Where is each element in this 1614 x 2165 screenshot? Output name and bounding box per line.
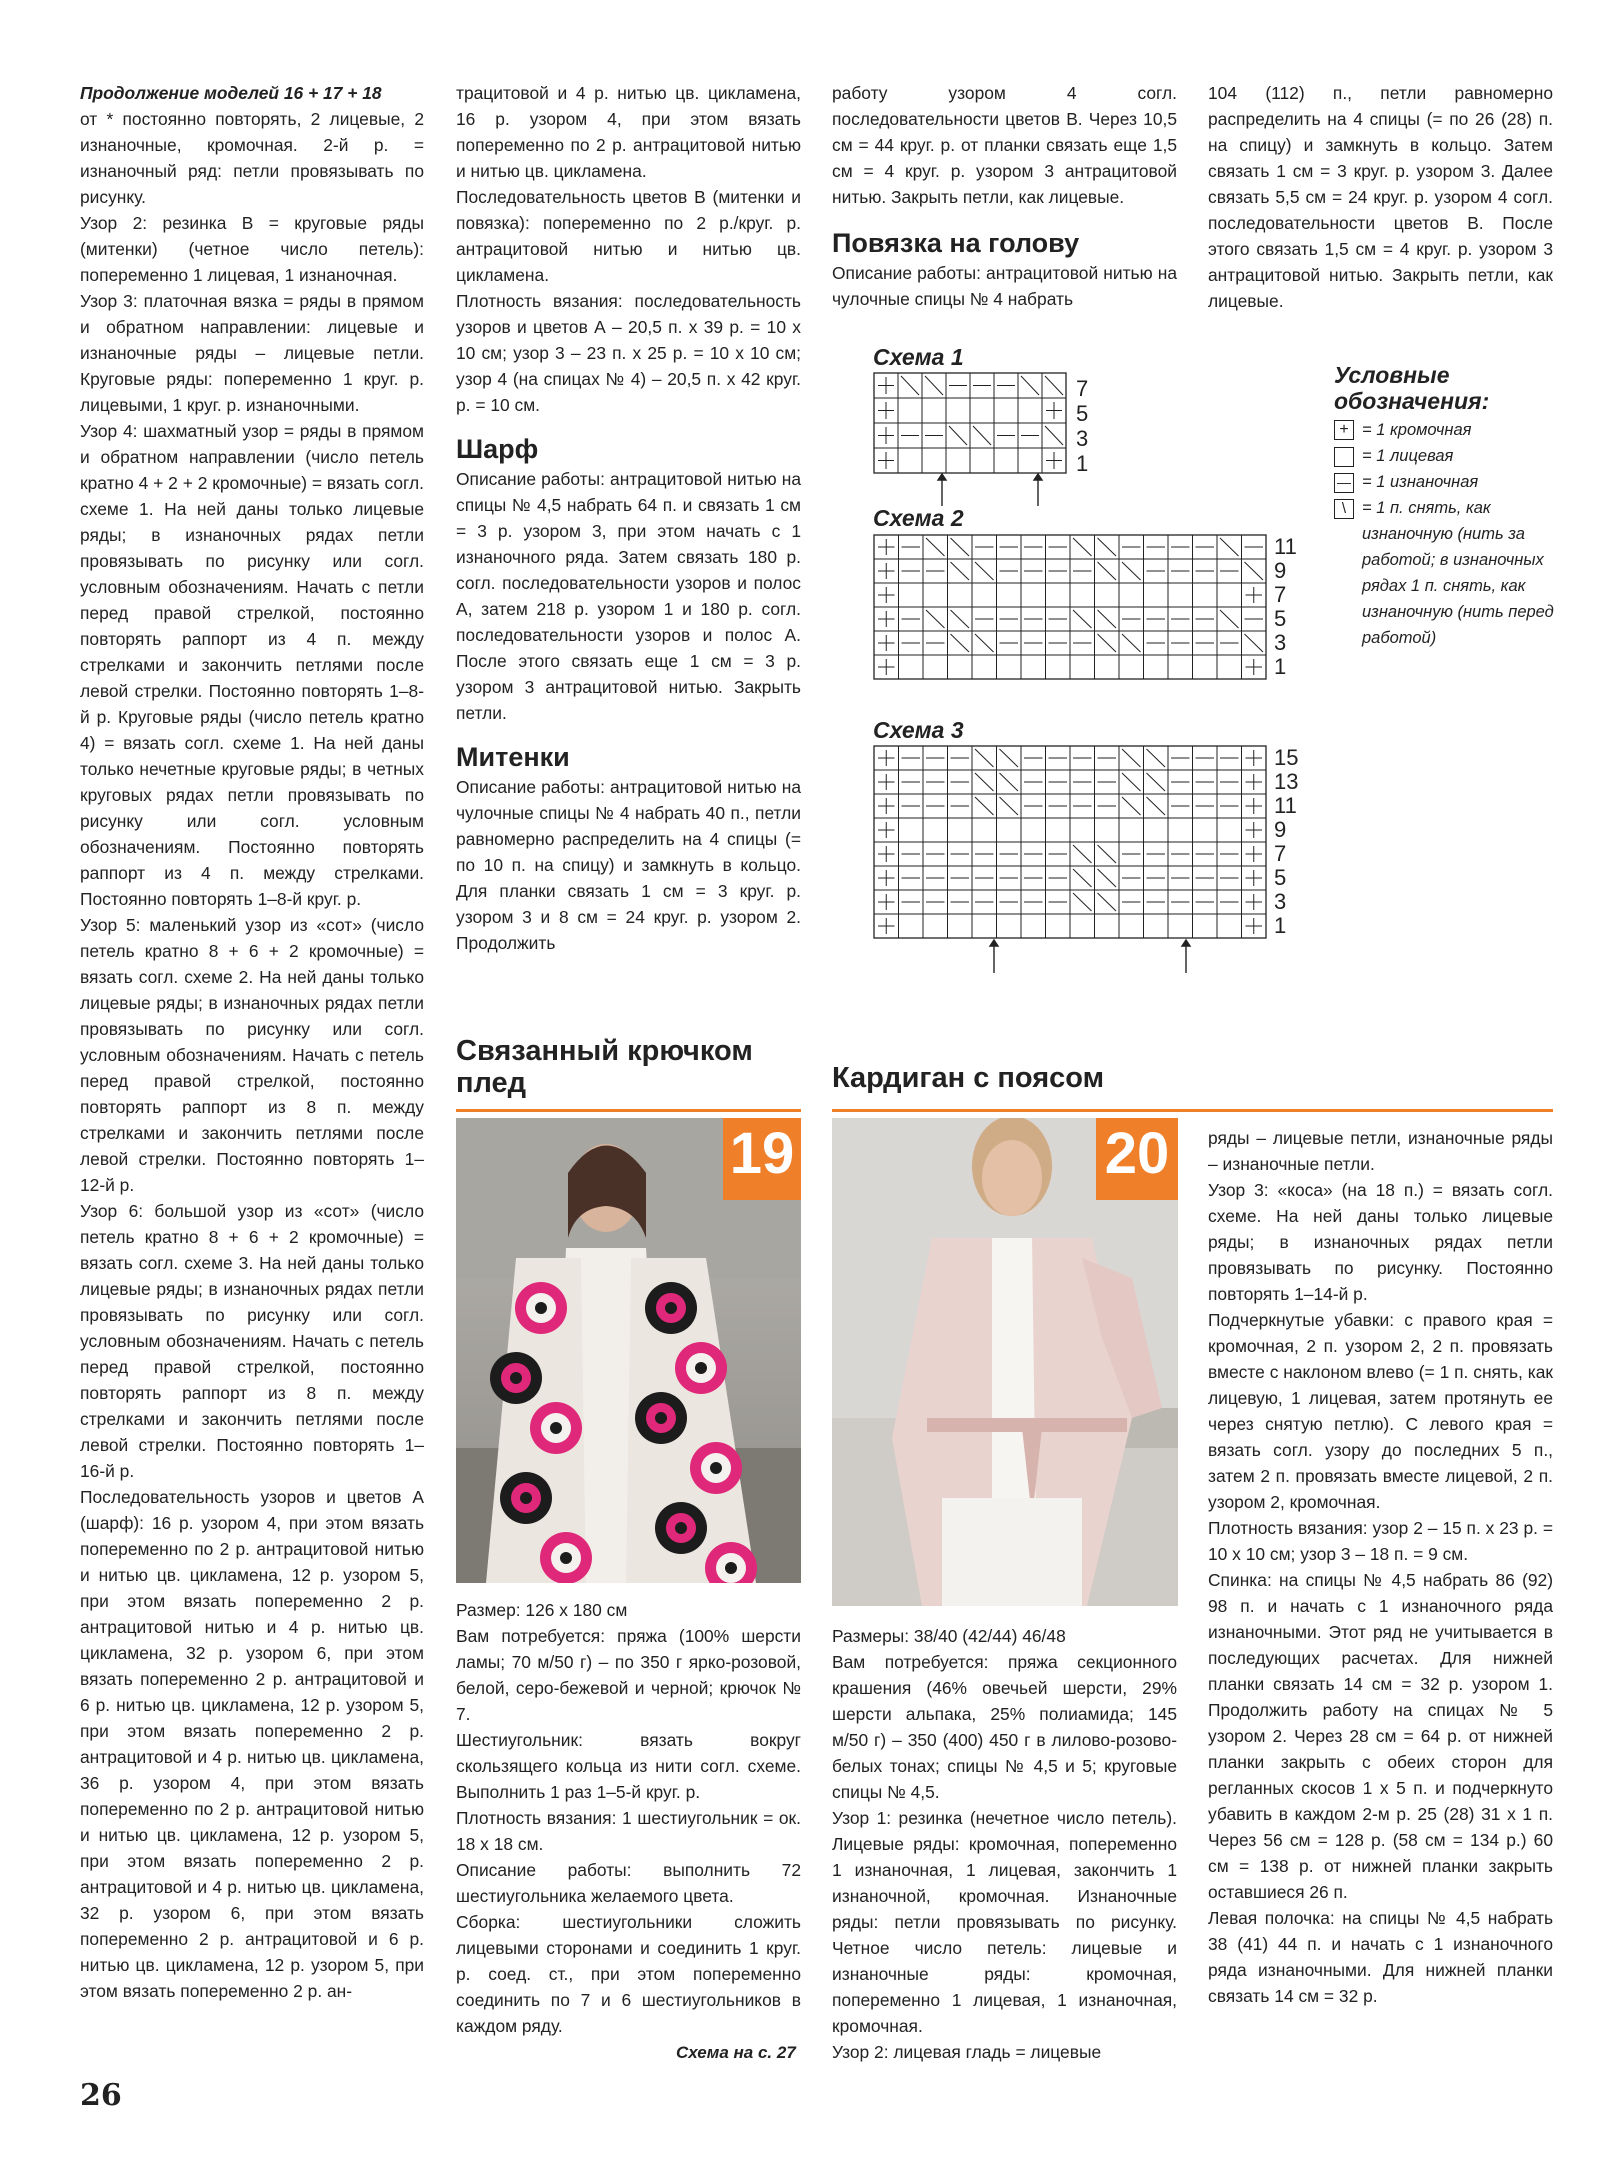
hexagon-motif [695,1362,707,1374]
schema-1-row-label: 1 [1076,451,1089,476]
slip-symbol [1073,869,1092,887]
slip-symbol [1045,426,1063,445]
model-19-photo [456,1118,801,1583]
slip-symbol [1073,845,1092,863]
slip-symbol [1073,893,1092,911]
slip-symbol [1098,610,1117,628]
col1-paragraph: Последовательность узоров и цветов А (шарф): 16 р. узором 4, при этом вязать попеременно по 2 р. антрацитовой нитью и нитью цв. цикламена, 12 р. узором 5, при этом вязать попеременно 2 р. антрацитовой нитью и 4 р. нитью цв. цикламена, 32 р. узором 6, при этом вязать попеременно 2 р. антрацитовой и 6 р. нитью цв. цикламена, 12 р. узором 5, при этом вязать попеременно 2 р. антрацитовой и 4 р. нитью цв. цикламена, 36 р. узором 4, при этом вязать попеременно по 2 р. антрацитовой нитью и нитью цв. цикламена, 12 р. узором 5, при этом вязать попеременно 2 р. антрацитовой и 4 р. нитью цв. цикламена, 32 р. узором 6, при этом вязать попеременно 2 р. антрацитовой и 6 р. нитью цв. цикламена, 12 р. узором 5, при этом вязать попеременно 2 р. ан- [80,1487,424,2001]
legend-purl-symbol: — [1334,473,1354,493]
slip-symbol [1220,610,1239,628]
schema-1-grid [866,368,1156,508]
headband-text: Описание работы: антрацитовой нитью на чулочные спицы № 4 набрать [832,263,1177,309]
legend-knit-text: = 1 лицевая [1362,447,1454,465]
model-20-text-col2: ряды – лицевые петли, изнаночные ряды – изнаночные петли. Узор 3: «коса» (на 18 п.) = вязать согл. схеме. На ней даны только лицевые ряды; в изнаночных рядах петли провязывать по рисунку. Постоянно повторять 1–14-й р. Подчеркнутые убавки: с правого края = кромочная, 2 п. узором 2, 2 п. провязать вместе с наклоном влево (= 1 п. снять, как лицевую, 1 лицевая, затем протянуть ее через снятую петлю). С левого края = вязать согл. узору до последних 5 п., затем 2 п. провязать вместе лицевой, 2 п. узором 2, кромочная. Плотность вязания: узор 2 – 15 п. х 23 р. = 10 х 10 см; узор 3 – 18 п. = 9 см. Спинка: на спицы № 4,5 набрать 86 (92) 98 п. и начать с 1 изнаночного ряда изнаночными. Этот ряд не учитывается в последующих расчетах. Для нижней планки связать 14 см = 32 р. узором 1. Продолжить работу на спицах № 5 узором 2. Через 28 см = 64 р. от нижней планки закрыть с обеих сторон для регланных скосов 1 х 5 п. и подчеркнуто убавить в каждом 2-м р. 25 (28) 31 х 1 п. Через 56 см = 128 р. (58 см = 134 р.) 60 см = 138 р. от нижней планки закрыть оставшиеся 26 п. Левая полочка: на спицы № 4,5 набрать 38 (41) 44 п. и начать с 1 изнаночного ряда изнаночными. Для нижней планки связать 14 см = 32 р. [1208,1128,1553,2006]
schema-3-row-label: 13 [1274,769,1299,794]
schema-3-row-label: 1 [1274,913,1287,938]
schema-2-row-label: 7 [1274,582,1287,607]
slip-symbol [1098,893,1117,911]
schema-1-row-label: 3 [1076,426,1089,451]
col4-text: 104 (112) п., петли равномерно распределить на 4 спицы (= по 26 (28) п. на спицу) и замкнуть в кольцо. Затем связать 1 см = 3 круг. р. узором 3. Далее связать 5,5 см = 24 круг. р. узором 4 согл. последовательности цветов В. После этого связать 1,5 см = 4 круг. р. узором 3 антрацитовой нитью. Закрыть петли, как лицевые. [1208,83,1553,311]
slip-symbol [1122,749,1141,767]
slip-symbol [1000,749,1019,767]
model-19-text: Размер: 126 х 180 см Вам потребуется: пряжа (100% шерсти ламы; 70 м/50 г) – по 350 г ярко-розовой, белой, серо-бежевой и черной; крючок № 7. Шестиугольник: вязать вокруг скользящего кольца из нити согл. схеме. Выполнить 1 раз 1–5-й круг. р. Плотность вязания: 1 шестиугольник = ок. 18 х 18 см. Описание работы: выполнить 72 шестиугольника желаемого цвета. Сборка: шестиугольники сложить лицевыми сторонами и соединить 1 круг. р. соед. ст., при этом попеременно соединить по 7 и 6 шестиугольников в каждом ряду. [456,1600,801,2036]
legend-knit-symbol [1334,447,1354,467]
model-20-rule [832,1109,1553,1112]
hexagon-motif [675,1522,687,1534]
legend-edge-symbol: + [1334,420,1354,440]
hexagon-motif [655,1412,667,1424]
slip-symbol [949,426,967,445]
headband-title: Повязка на голову [832,228,1080,258]
slip-symbol [1098,845,1117,863]
model-20-photo [832,1118,1178,1606]
col3-intro: работу узором 4 согл. последовательности цветов В. Через 10,5 см = 44 круг. р. от планки связать еще 1,5 см = 4 круг. р. узором 3 антрацитовой нитью. Закрыть петли, как лицевые. [832,83,1177,207]
legend-slip-symbol: \ [1334,499,1354,519]
slip-symbol [975,749,994,767]
col1-paragraph: Узор 6: большой узор из «сот» (число петель кратно 8 + 6 + 2 кромочные) = вязать согл. схеме 3. На ней даны только лицевые ряды; в изнаночных рядах петли провязывать по рисунку или согл. условным обозначениям. Начать с петель перед правой стрелкой, постоянно повторять раппорт из 8 п. между стрелками и закончить петлями после левой стрелки. Постоянно повторять 1–16-й р. [80,1201,424,1481]
mitts-text: Описание работы: антрацитовой нитью на чулочные спицы № 4 набрать 40 п., петли равномерно распределить на 4 спицы (= по 10 п. на спицу) и замкнуть в кольцо. Для планки связать 1 см = 3 круг. р. узором 3 и 8 см = 24 круг. р. узором 2. Продолжить [456,777,801,953]
schema-3-grid [866,741,1306,981]
model-20-title: Кардиган с поясом [832,1062,1105,1094]
slip-symbol [1000,773,1019,791]
schema-2-row-label: 11 [1274,534,1297,559]
schema-2-title: Схема 2 [873,505,964,531]
schema-3-row-label: 15 [1274,745,1299,770]
slip-symbol [1147,749,1166,767]
hexagon-motif [520,1492,532,1504]
slip-symbol [1147,797,1166,815]
slip-symbol [951,610,970,628]
model-20-badge: 20 [1096,1118,1178,1200]
schema-3-row-label: 3 [1274,889,1287,914]
slip-symbol [1073,538,1092,556]
slip-symbol [1098,634,1117,652]
slip-symbol [1122,562,1141,580]
legend-title: Условные обозначения: [1334,362,1490,414]
slip-symbol [1220,538,1239,556]
col2-paragraph: Плотность вязания: последовательность узоров и цветов А – 20,5 п. х 39 р. = 10 х 10 см; узор 3 – 23 п. х 25 р. = 10 х 10 см; узор 4 (на спицах № 4) – 20,5 п. х 42 круг. р. = 10 см. [456,291,801,415]
slip-symbol [926,610,945,628]
schema-3-row-label: 5 [1274,865,1287,890]
model-20-text: Размеры: 38/40 (42/44) 46/48 Вам потребуется: пряжа секционного крашения (46% овечьей шерсти, 29% шерсти альпака, 25% полиамида; 145 м/50 г) – 350 (400) 450 г в лилово-розово-белых тонах; спицы № 4,5 и 5; круговые спицы № 4,5. Узор 1: резинка (нечетное число петель). Лицевые ряды: кромочная, попеременно 1 изнаночная, 1 лицевая, закончить 1 изнаночной, кромочная. Изнаночные ряды: петли провязывать по рисунку. Четное число петель: лицевые и изнаночные ряды: кромочная, попеременно 1 лицевая, 1 изнаночная, кромочная. Узор 2: лицевая гладь = лицевые [832,1626,1177,2062]
continuation-heading: Продолжение моделей 16 + 17 + 18 [80,83,382,103]
hexagon-motif [510,1372,522,1384]
column-3 [832,80,1177,312]
slip-symbol [901,376,919,395]
schema-2-row-label: 3 [1274,630,1287,655]
slip-symbol [1073,610,1092,628]
schema-2-row-label: 5 [1274,606,1287,631]
hexagon-motif [535,1302,547,1314]
slip-symbol [1245,562,1264,580]
schema-1-row-label: 7 [1076,376,1089,401]
slip-symbol [975,562,994,580]
col1-paragraph: Узор 3: платочная вязка = ряды в прямом и обратном направлении: лицевые и изнаночные ряды – лицевые петли. Круговые ряды: попеременно 1 круг. р. лицевыми, 1 круг. р. изнаночными. [80,291,424,415]
schema-3-row-label: 9 [1274,817,1287,842]
slip-symbol [951,562,970,580]
col2-paragraph: Последовательность цветов В (митенки и повязка): попеременно по 2 р./круг. р. антрацитовой нитью и нитью цв. цикламена. [456,187,801,285]
slip-symbol [926,538,945,556]
schema-3-row-label: 11 [1274,793,1297,818]
model-19-schema-ref: Схема на с. 27 [676,2043,796,2062]
hexagon-motif [710,1462,722,1474]
slip-symbol [925,376,943,395]
column-1 [80,80,424,2004]
slip-symbol [975,773,994,791]
col1-paragraph: от * постоянно повторять, 2 лицевые, 2 изнаночные, кромочная. 2-й р. = изнаночный ряд: петли провязывать по рисунку. [80,109,424,207]
slip-symbol [975,634,994,652]
legend-purl-text: = 1 изнаночная [1362,473,1479,491]
page-number: 26 [80,2078,122,2113]
schema-3-row-label: 7 [1274,841,1287,866]
slip-symbol [1021,376,1039,395]
schema-1-title: Схема 1 [873,344,964,370]
schema-2-grid [866,530,1306,680]
legend-slip-text: = 1 п. снять, как изнаночную (нить за работой; в изнаночных рядах 1 п. снять, как изнаночную (нить перед работой) [1362,499,1554,647]
slip-symbol [951,634,970,652]
hexagon-motif [550,1422,562,1434]
hexagon-motif [665,1302,677,1314]
slip-symbol [1245,634,1264,652]
schema-2-row-label: 9 [1274,558,1287,583]
col2-paragraph: трацитовой и 4 р. нитью цв. цикламена, 16 р. узором 4, при этом вязать попеременно по 2 р. антрацитовой нитью и нитью цв. цикламена. [456,83,801,181]
hexagon-motif [560,1552,572,1564]
schema-3-title: Схема 3 [873,717,964,743]
schema-1-row-label: 5 [1076,401,1089,426]
slip-symbol [1122,634,1141,652]
slip-symbol [1122,773,1141,791]
model-19-rule [456,1109,801,1112]
scarf-text: Описание работы: антрацитовой нитью на спицы № 4,5 набрать 64 п. и связать 1 см = 3 р. узором 3, при этом начать с 1 изнаночного ряда. Затем связать 180 р. согл. последовательности узоров и полос А, затем 218 р. узором 1 и 180 р. согл. последовательности узоров и полос А. После этого связать еще 1 см = 3 р. узором 3 антрацитовой нитью. Закрыть петли. [456,469,801,723]
slip-symbol [1147,773,1166,791]
mitts-title: Митенки [456,742,570,772]
legend-edge-text: = 1 кромочная [1362,421,1472,439]
slip-symbol [1045,376,1063,395]
slip-symbol [1098,538,1117,556]
column-4 [1208,80,1553,314]
slip-symbol [1098,562,1117,580]
col1-paragraph: Узор 5: маленький узор из «сот» (число петель кратно 8 + 6 + 2 кромочные) = вязать согл. схеме 2. На ней даны только лицевые ряды; в изнаночных рядах петли провязывать по рисунку или согл. условным обозначениям. Начать с петель перед правой стрелкой, постоянно повторять раппорт из 8 п. между стрелками и закончить петлями после левой стрелки. Постоянно повторять 1–12-й р. [80,915,424,1195]
hexagon-motif [725,1562,737,1574]
slip-symbol [1000,797,1019,815]
column-2 [456,80,801,956]
scarf-title: Шарф [456,434,539,464]
slip-symbol [973,426,991,445]
col1-paragraph: Узор 4: шахматный узор = ряды в прямом и обратном направлении (число петель кратно 4 + 2 + 2 кромочные) = вязать согл. схеме 1. На ней даны только лицевые ряды; в изнаночных рядах петли провязывать по рисунку или согл. условным обозначениям. Начать с петли перед правой стрелкой, постоянно повторять раппорт из 4 п. между стрелками и закончить петлями после левой стрелки. Постоянно повторять 1–8-й р. Круговые ряды (число петель кратно 4) = вязать согл. схеме 1. На ней даны только нечетные круговые ряды; в четных круговых рядах петли провязывать по рисунку или согл. условным обозначениям. Постоянно повторять раппорт из 4 п. между стрелками. Постоянно повторять 1–8-й круг. р. [80,421,424,909]
schema-2-row-label: 1 [1274,654,1287,679]
slip-symbol [951,538,970,556]
slip-symbol [1122,797,1141,815]
col1-paragraph: Узор 2: резинка В = круговые ряды (митенки) (четное число петель): попеременно 1 лицевая, 1 изнаночная. [80,213,424,285]
slip-symbol [975,797,994,815]
model-19-badge: 19 [723,1118,801,1200]
slip-symbol [1098,869,1117,887]
model-19-title: Связанный крючком плед [456,1035,753,1099]
